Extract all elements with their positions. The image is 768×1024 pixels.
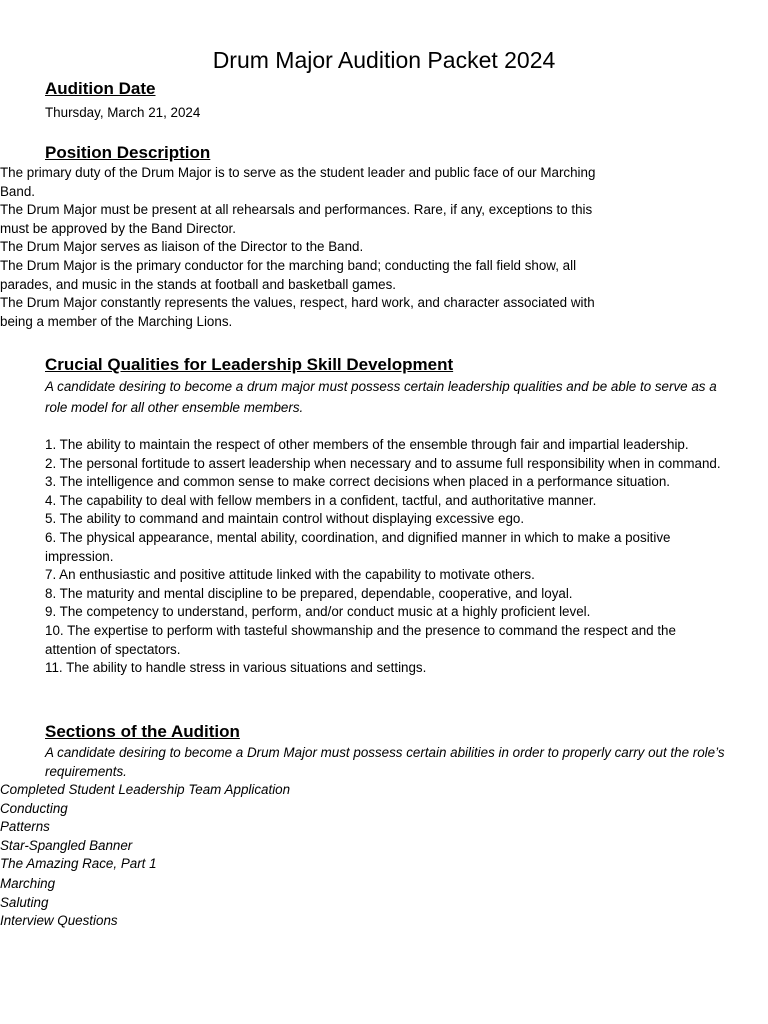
list-item: 4. The capability to deal with fellow members in a confident, tactful, and authoritative manner. (45, 492, 597, 508)
position-description-heading: Position Description (45, 143, 211, 162)
position-description-list (0, 164, 600, 331)
list-item: 10. The expertise to perform with tasteful showmanship and the presence to command the respect and the attention of spectators. (45, 622, 676, 657)
list-item: Marching (0, 876, 56, 891)
sections-list-a (0, 781, 600, 818)
sections-heading: Sections of the Audition (45, 722, 240, 741)
sections-list-b (0, 875, 600, 931)
list-item: The Drum Major constantly represents the values, respect, hard work, and character associated with being a member of the Marching Lions. (0, 295, 595, 329)
qualities-list (45, 436, 725, 678)
list-item: 1. The ability to maintain the respect of other members of the ensemble through fair and impartial leadership. (45, 437, 689, 452)
sections-intro: A candidate desiring to become a Drum Major must possess certain abilities in order to properly carry out the role’s requirements. (45, 745, 725, 779)
list-item: Star-Spangled Banner (0, 837, 133, 853)
qualities-heading: Crucial Qualities for Leadership Skill Development (45, 355, 454, 374)
list-item: Saluting (0, 894, 49, 910)
audition-date-value: Thursday, March 21, 2024 (45, 105, 201, 120)
list-item: 11. The ability to handle stress in various situations and settings. (45, 660, 427, 676)
audition-date-heading: Audition Date (45, 79, 156, 98)
list-item: 5. The ability to command and maintain control without displaying excessive ego. (45, 511, 525, 527)
list-item: Patterns (0, 819, 50, 834)
list-item: 6. The physical appearance, mental ability, coordination, and dignified manner in which to make a positive impression. (45, 529, 671, 564)
list-item: 8. The maturity and mental discipline to be prepared, dependable, cooperative, and loyal. (45, 585, 573, 601)
list-item: The Drum Major must be present at all rehearsals and performances. Rare, if any, exceptions to this must be approved by the Band Director. (0, 202, 593, 236)
list-item: 3. The intelligence and common sense to make correct decisions when placed in a performance situation. (45, 474, 670, 490)
qualities-intro: A candidate desiring to become a drum major must possess certain leadership qualities and be able to serve as a role model for all other ensemble members. (45, 379, 717, 415)
document-title: Drum Major Audition Packet 2024 (212, 47, 556, 73)
list-item: The Drum Major serves as liaison of the Director to the Band. (0, 239, 364, 255)
list-item: The Drum Major is the primary conductor for the marching band; conducting the fall field show, all parades, and music in the stands at football and basketball games. (0, 257, 577, 292)
list-item: The Amazing Race, Part 1 (0, 856, 157, 872)
conducting-sublist (0, 818, 500, 874)
list-item: Completed Student Leadership Team Application (0, 782, 291, 797)
list-item: 9. The competency to understand, perform, and/or conduct music at a highly proficient level. (45, 604, 591, 620)
list-item: 7. An enthusiastic and positive attitude linked with the capability to motivate others. (45, 567, 535, 583)
list-item: The primary duty of the Drum Major is to serve as the student leader and public face of our Marching Band. (0, 165, 596, 199)
list-item: 2. The personal fortitude to assert leadership when necessary and to assume full responsibility when in command. (45, 455, 721, 471)
list-item: Conducting (0, 800, 68, 816)
list-item: Interview Questions (0, 913, 118, 929)
